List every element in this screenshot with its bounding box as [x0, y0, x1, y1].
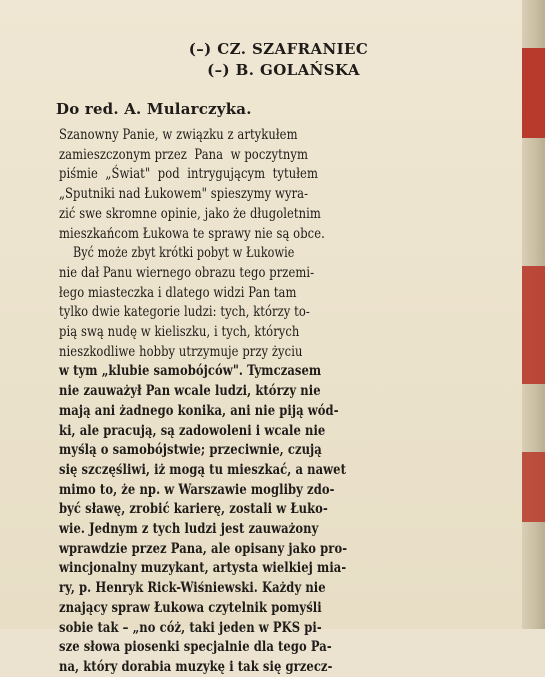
body-text-line: Być może zbyt krótki pobyt w Łukowie [73, 245, 295, 262]
letter-salutation: Do red. A. Mularczyka. [56, 100, 252, 118]
body-text-line: sobie tak – „no cóż, taki jeden w PKS pi- [59, 618, 322, 636]
body-text-line: się szczęśliwi, iż mogą tu mieszkać, a nawet [59, 460, 346, 478]
body-text-line: wie. Jednym z tych ludzi jest zauważony [59, 520, 319, 537]
body-text-line: Szanowny Panie, w związku z artykułem [59, 127, 298, 143]
red-print-stripe [522, 452, 545, 522]
body-text-line: nieszkodliwe hobby utrzymuje przy życiu [59, 343, 303, 360]
signature-line-1: (–) CZ. SZAFRANIEC [188, 40, 369, 58]
body-text-line: sze słowa piosenki specjalnie dla tego Pa- [59, 638, 332, 656]
body-text-line: piśmie „Świat" pod intrygującym tytułem [59, 166, 318, 183]
body-text-line: łego miasteczka i dlatego widzi Pan tam [59, 284, 297, 301]
body-text-line: na, który dorabia muzykę i tak się grzecz- [59, 657, 333, 675]
body-text-line: pią swą nudę w kieliszku, i tych, których [59, 324, 300, 340]
red-print-stripe [522, 266, 545, 384]
body-text-line: w tym „klubie samobójców". Tymczasem [59, 362, 322, 380]
body-text-line: tylko dwie kategorie ludzi: tych, którzy to- [59, 304, 310, 321]
body-text-line: znający spraw Łukowa czytelnik pomyśli [59, 598, 322, 616]
body-text-line: być sławę, zrobić karierę, zostali w Łuko- [59, 500, 328, 518]
body-text-line: mieszkańcom Łukowa te sprawy nie są obce. [59, 225, 325, 242]
body-text-line: nie dał Panu wiernego obrazu tego przemi- [59, 264, 315, 281]
body-text-line: ki, ale pracują, są zadowoleni i wcale nie [59, 421, 326, 439]
body-text-line: wincjonalny muzykant, artysta wielkiej mia- [59, 559, 347, 577]
body-text-line: zić swe skromne opinie, jako że długoletnim [59, 205, 321, 222]
body-text-line: mimo to, że np. w Warszawie mogliby zdo- [59, 480, 335, 498]
body-text-line: ry, p. Henryk Rick-Wiśniewski. Każdy nie [59, 579, 326, 597]
body-text-line: wprawdzie przez Pana, ale opisany jako pro- [59, 539, 348, 557]
adjacent-page-edge [522, 0, 545, 629]
body-text-line: „Sputniki nad Łukowem" spieszymy wyra- [59, 186, 309, 203]
body-text-line: zamieszczonym przez Pana w poczytnym [59, 146, 308, 163]
body-text-line: mają ani żadnego konika, ani nie piją wód- [59, 401, 339, 419]
body-text-line: myślą o samobójstwie; przeciwnie, czują [59, 441, 322, 459]
body-text-line: nie zauważył Pan wcale ludzi, którzy nie [59, 382, 321, 400]
signature-line-2: (–) B. GOLAŃSKA [207, 61, 360, 79]
